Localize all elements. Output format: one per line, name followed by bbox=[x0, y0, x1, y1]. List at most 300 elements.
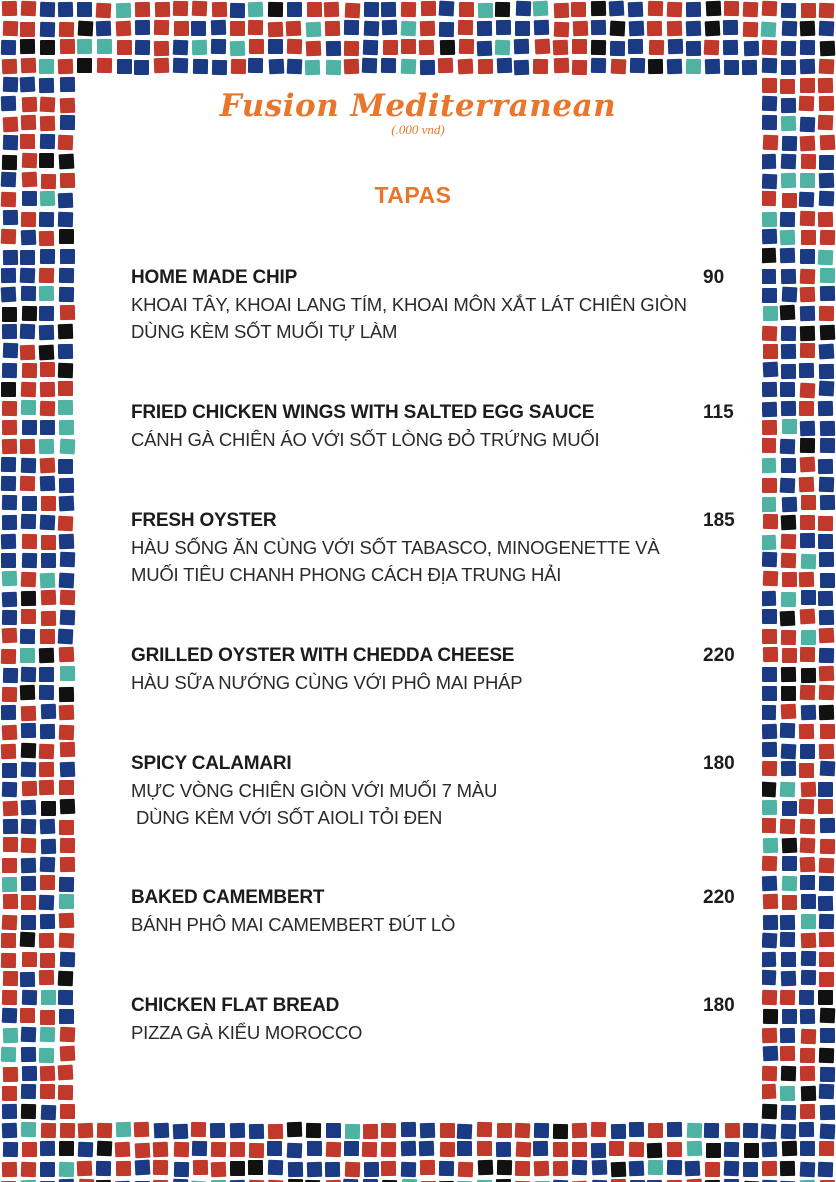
mosaic-tile bbox=[60, 1104, 75, 1119]
mosaic-tile bbox=[628, 2, 644, 18]
mosaic-tile bbox=[2, 154, 17, 169]
mosaic-tile bbox=[287, 1122, 302, 1137]
mosaic-tile bbox=[325, 1162, 340, 1177]
mosaic-tile bbox=[39, 231, 54, 246]
mosaic-tile bbox=[344, 41, 359, 56]
mosaic-tile bbox=[248, 1124, 263, 1139]
mosaic-tile bbox=[647, 1142, 662, 1157]
mosaic-tile bbox=[211, 60, 226, 75]
mosaic-tile bbox=[724, 1142, 739, 1157]
mosaic-tile bbox=[781, 571, 796, 586]
mosaic-tile bbox=[820, 573, 835, 588]
mosaic-tile bbox=[780, 591, 795, 606]
mosaic-tile bbox=[364, 2, 379, 17]
mosaic-tile bbox=[800, 268, 816, 284]
mosaic-tile bbox=[22, 781, 38, 797]
mosaic-tile bbox=[495, 40, 511, 56]
mosaic-tile bbox=[439, 1, 455, 17]
mosaic-tile bbox=[724, 60, 739, 75]
mosaic-tile bbox=[761, 704, 776, 719]
mosaic-tile bbox=[2, 990, 17, 1005]
mosaic-tile bbox=[22, 1066, 37, 1081]
mosaic-tile bbox=[611, 59, 627, 75]
mosaic-tile bbox=[21, 857, 36, 872]
mosaic-tile bbox=[781, 401, 796, 416]
mosaic-tile bbox=[20, 476, 35, 491]
mosaic-tile bbox=[59, 799, 75, 815]
mosaic-tile bbox=[630, 58, 645, 73]
mosaic-tile bbox=[515, 1161, 530, 1176]
mosaic-tile bbox=[572, 1142, 587, 1157]
mosaic-tile bbox=[326, 1123, 341, 1138]
mosaic-tile bbox=[780, 248, 795, 263]
mosaic-tile bbox=[21, 534, 36, 549]
mosaic-tile bbox=[2, 687, 17, 702]
mosaic-tile bbox=[40, 21, 55, 36]
mosaic-tile bbox=[20, 685, 36, 701]
mosaic-tile bbox=[58, 344, 73, 359]
mosaic-tile bbox=[59, 572, 75, 588]
mosaic-tile bbox=[799, 343, 814, 358]
mosaic-tile bbox=[58, 1085, 73, 1100]
mosaic-tile bbox=[363, 40, 378, 55]
mosaic-tile bbox=[153, 40, 168, 55]
mosaic-tile bbox=[761, 951, 776, 966]
mosaic-tile bbox=[762, 40, 777, 55]
mosaic-tile bbox=[344, 59, 360, 75]
mosaic-tile bbox=[249, 1143, 264, 1158]
mosaic-tile bbox=[362, 58, 377, 73]
brand-title: Fusion Mediterranean bbox=[219, 88, 617, 124]
mosaic-tile bbox=[780, 40, 795, 55]
mosaic-tile bbox=[41, 611, 56, 626]
menu-item-description: PIZZA GÀ KIỂU MOROCCO bbox=[131, 1022, 363, 1043]
mosaic-tile bbox=[40, 382, 55, 397]
mosaic-tile bbox=[801, 914, 816, 929]
mosaic-tile bbox=[267, 1160, 282, 1175]
mosaic-tile bbox=[268, 1123, 283, 1138]
mosaic-tile bbox=[1, 382, 16, 397]
mosaic-tile bbox=[667, 1160, 682, 1175]
mosaic-tile bbox=[819, 155, 834, 170]
mosaic-tile bbox=[20, 268, 36, 284]
mosaic-tile bbox=[762, 478, 777, 493]
mosaic-tile bbox=[782, 1141, 798, 1157]
mosaic-tile bbox=[439, 21, 454, 36]
mosaic-tile bbox=[799, 476, 815, 492]
mosaic-tile bbox=[381, 1161, 396, 1176]
mosaic-tile bbox=[2, 610, 17, 625]
mosaic-tile bbox=[781, 1066, 796, 1081]
mosaic-tile bbox=[763, 344, 778, 359]
mosaic-tile bbox=[20, 1008, 35, 1023]
mosaic-tile bbox=[41, 553, 56, 568]
mosaic-tile bbox=[21, 819, 36, 834]
mosaic-tile bbox=[686, 1, 701, 16]
mosaic-tile bbox=[420, 59, 435, 74]
mosaic-tile bbox=[533, 1, 549, 17]
mosaic-tile bbox=[819, 268, 834, 283]
mosaic-tile bbox=[477, 21, 492, 36]
mosaic-tile bbox=[59, 742, 74, 757]
currency-note: (.000 vnd) bbox=[391, 122, 445, 137]
mosaic-tile bbox=[39, 153, 54, 168]
mosaic-tile bbox=[40, 724, 55, 739]
mosaic-tile bbox=[212, 2, 227, 17]
mosaic-tile bbox=[476, 40, 492, 56]
menu-item-description: KHOAI TÂY, KHOAI LANG TÍM, KHOAI MÔN XẮT LÁT CHIÊN GIÒN DÙNG KÈM SỐT MUỐI TỰ LÀM bbox=[131, 294, 687, 342]
mosaic-tile bbox=[40, 629, 55, 644]
mosaic-tile bbox=[2, 363, 17, 378]
mosaic-tile bbox=[326, 1141, 342, 1157]
mosaic-tile bbox=[2, 1008, 18, 1024]
mosaic-tile bbox=[819, 421, 834, 436]
mosaic-tile bbox=[819, 1008, 835, 1024]
mosaic-tile bbox=[819, 305, 834, 320]
mosaic-tile bbox=[801, 230, 816, 245]
mosaic-tile bbox=[40, 457, 56, 473]
mosaic-tile bbox=[799, 1048, 814, 1063]
mosaic-tile bbox=[819, 838, 834, 853]
mosaic-tile bbox=[477, 3, 492, 18]
mosaic-tile bbox=[800, 668, 815, 683]
mosaic-tile bbox=[799, 1104, 814, 1119]
mosaic-tile bbox=[2, 1142, 17, 1157]
mosaic-tile bbox=[22, 420, 37, 435]
mosaic-tile bbox=[763, 914, 778, 929]
mosaic-tile bbox=[799, 724, 814, 739]
mosaic-tile bbox=[58, 363, 73, 378]
mosaic-tile bbox=[58, 381, 73, 396]
mosaic-tile bbox=[286, 59, 302, 75]
mosaic-tile bbox=[819, 610, 834, 625]
mosaic-tile bbox=[420, 1122, 435, 1137]
mosaic-tile bbox=[1, 1161, 16, 1176]
mosaic-tile bbox=[591, 1160, 607, 1176]
mosaic-tile bbox=[800, 1141, 815, 1156]
mosaic-tile bbox=[2, 1, 17, 16]
mosaic-tile bbox=[41, 990, 56, 1005]
mosaic-tile bbox=[781, 666, 796, 681]
mosaic-tile bbox=[1, 953, 16, 968]
mosaic-tile bbox=[781, 1124, 797, 1140]
mosaic-tile bbox=[801, 153, 816, 168]
mosaic-tile bbox=[440, 1123, 455, 1138]
mosaic-tile bbox=[58, 400, 73, 415]
mosaic-tile bbox=[2, 1086, 17, 1101]
mosaic-tile bbox=[58, 990, 73, 1005]
mosaic-tile bbox=[799, 572, 814, 587]
mosaic-tile bbox=[20, 648, 35, 663]
mosaic-tile bbox=[60, 666, 75, 681]
mosaic-tile bbox=[39, 211, 54, 226]
mosaic-tile bbox=[58, 629, 74, 645]
mosaic-tile bbox=[744, 40, 759, 55]
mosaic-tile bbox=[762, 609, 777, 624]
mosaic-tile bbox=[39, 40, 54, 55]
mosaic-tile bbox=[39, 515, 55, 531]
mosaic-tile bbox=[818, 343, 834, 359]
mosaic-tile bbox=[535, 39, 551, 55]
mosaic-tile bbox=[781, 534, 797, 550]
mosaic-tile bbox=[268, 21, 284, 37]
mosaic-tile bbox=[1, 1123, 17, 1139]
mosaic-tile bbox=[819, 972, 834, 987]
mosaic-tile bbox=[762, 990, 778, 1006]
mosaic-tile bbox=[819, 364, 834, 379]
mosaic-tile bbox=[22, 363, 37, 378]
mosaic-tile bbox=[515, 1141, 531, 1157]
mosaic-tile bbox=[705, 1, 721, 17]
mosaic-tile bbox=[553, 40, 569, 56]
mosaic-tile bbox=[553, 1124, 568, 1139]
mosaic-tile bbox=[58, 211, 73, 226]
mosaic-tile bbox=[3, 801, 19, 817]
mosaic-tile bbox=[762, 629, 777, 644]
mosaic-tile bbox=[20, 250, 35, 265]
mosaic-tile bbox=[97, 58, 112, 73]
menu-item bbox=[131, 884, 743, 938]
mosaic-tile bbox=[743, 1162, 758, 1177]
mosaic-tile bbox=[800, 704, 816, 720]
mosaic-tile bbox=[818, 896, 833, 911]
mosaic-tile bbox=[800, 819, 815, 834]
mosaic-tile bbox=[820, 438, 835, 453]
mosaic-tile bbox=[800, 533, 815, 548]
mosaic-tile bbox=[3, 894, 18, 909]
mosaic-tile bbox=[20, 723, 35, 738]
mosaic-tile bbox=[781, 952, 796, 967]
mosaic-tile bbox=[818, 401, 833, 416]
mosaic-tile bbox=[307, 2, 322, 17]
mosaic-tile bbox=[59, 647, 75, 663]
mosaic-tile bbox=[819, 666, 835, 682]
menu-item-description: HÀU SỐNG ĂN CÙNG VỚI SỐT TABASCO, MINOGENETTE VÀ MUỐI TIÊU CHANH PHONG CÁCH ĐỊA TRUNG HẢI bbox=[131, 537, 660, 585]
mosaic-tile bbox=[286, 1143, 302, 1159]
mosaic-tile bbox=[21, 400, 36, 415]
mosaic-tile bbox=[533, 1141, 548, 1156]
mosaic-tile bbox=[287, 39, 302, 54]
mosaic-tile bbox=[533, 1161, 549, 1177]
mosaic-tile bbox=[762, 932, 778, 948]
mosaic-tile bbox=[40, 1141, 55, 1156]
mosaic-tile bbox=[533, 59, 548, 74]
menu-item-price: 185 bbox=[703, 510, 735, 531]
mosaic-tile bbox=[2, 420, 17, 435]
mosaic-tile bbox=[211, 39, 226, 54]
mosaic-tile bbox=[39, 305, 54, 320]
mosaic-tile bbox=[39, 59, 54, 74]
mosaic-tile bbox=[40, 1104, 56, 1120]
mosaic-tile bbox=[20, 629, 35, 644]
mosaic-tile bbox=[1, 457, 16, 472]
mosaic-tile bbox=[762, 1161, 777, 1176]
mosaic-tile bbox=[60, 305, 75, 320]
mosaic-tile bbox=[800, 1161, 816, 1177]
mosaic-tile bbox=[1, 649, 16, 664]
mosaic-tile bbox=[818, 628, 834, 644]
mosaic-tile bbox=[761, 438, 776, 453]
mosaic-tile bbox=[762, 1141, 778, 1157]
menu-panel bbox=[76, 76, 762, 1106]
mosaic-tile bbox=[800, 514, 815, 529]
mosaic-tile bbox=[782, 895, 797, 910]
mosaic-tile bbox=[571, 2, 586, 17]
mosaic-tile bbox=[60, 857, 75, 872]
mosaic-tile bbox=[116, 3, 131, 18]
mosaic-tile bbox=[763, 306, 778, 321]
mosaic-tile bbox=[742, 2, 758, 18]
mosaic-tile bbox=[59, 687, 74, 702]
mosaic-tile bbox=[134, 60, 149, 75]
mosaic-tile bbox=[819, 932, 834, 947]
menu-item bbox=[131, 264, 743, 345]
mosaic-tile bbox=[2, 781, 18, 797]
mosaic-tile bbox=[59, 820, 74, 835]
mosaic-tile bbox=[41, 590, 57, 606]
mosaic-tile bbox=[780, 1085, 795, 1100]
mosaic-tile bbox=[267, 1141, 282, 1156]
mosaic-tile bbox=[819, 952, 834, 967]
mosaic-tile bbox=[21, 875, 36, 890]
mosaic-tile bbox=[763, 647, 778, 662]
mosaic-tile bbox=[21, 609, 36, 624]
mosaic-tile bbox=[591, 40, 606, 55]
mosaic-tile bbox=[21, 571, 37, 587]
mosaic-tile bbox=[781, 287, 797, 303]
mosaic-tile bbox=[306, 21, 322, 37]
mosaic-tile bbox=[818, 685, 834, 701]
mosaic-tile bbox=[781, 686, 796, 701]
mosaic-tile bbox=[77, 58, 92, 73]
mosaic-tile bbox=[20, 915, 35, 930]
mosaic-tile bbox=[800, 781, 816, 797]
mosaic-tile bbox=[818, 458, 833, 473]
menu-item-description: CÁNH GÀ CHIÊN ÁO VỚI SỐT LÒNG ĐỎ TRỨNG MUỐI bbox=[131, 429, 600, 450]
mosaic-tile bbox=[609, 20, 625, 36]
mosaic-tile bbox=[438, 58, 453, 73]
mosaic-tile bbox=[438, 1161, 453, 1176]
mosaic-tile bbox=[667, 21, 682, 36]
mosaic-tile bbox=[459, 2, 474, 17]
mosaic-tile bbox=[58, 1161, 73, 1176]
mosaic-tile bbox=[496, 1142, 511, 1157]
mosaic-tile bbox=[648, 1160, 663, 1175]
mosaic-tile bbox=[20, 58, 36, 74]
mosaic-tile bbox=[59, 420, 74, 435]
mosaic-tile bbox=[20, 514, 35, 529]
mosaic-tile bbox=[117, 40, 132, 55]
mosaic-tile bbox=[820, 1123, 836, 1139]
mosaic-tile bbox=[59, 894, 74, 909]
mosaic-tile bbox=[22, 1142, 37, 1157]
mosaic-tile bbox=[41, 801, 56, 816]
mosaic-tile bbox=[761, 591, 776, 606]
mosaic-tile bbox=[59, 838, 74, 853]
menu-item-description: MỰC VÒNG CHIÊN GIÒN VỚI MUỐI 7 MÀU DÙNG KÈM VỚI SỐT AIOLI TỎI ĐEN bbox=[131, 780, 498, 828]
mosaic-tile bbox=[39, 325, 54, 340]
mosaic-tile bbox=[58, 59, 73, 74]
mosaic-tile bbox=[2, 876, 17, 891]
mosaic-tile bbox=[1, 1047, 16, 1062]
mosaic-tile bbox=[761, 781, 777, 797]
mosaic-tile bbox=[381, 1142, 396, 1157]
mosaic-tile bbox=[780, 439, 795, 454]
mosaic-tile bbox=[554, 58, 569, 73]
mosaic-tile bbox=[780, 610, 796, 626]
mosaic-tile bbox=[2, 667, 17, 682]
mosaic-tile bbox=[705, 59, 721, 75]
mosaic-tile bbox=[591, 1122, 606, 1137]
mosaic-tile bbox=[534, 1122, 549, 1137]
mosaic-tile bbox=[780, 212, 795, 227]
mosaic-tile bbox=[135, 2, 150, 17]
mosaic-tile bbox=[800, 647, 815, 662]
mosaic-tile bbox=[39, 268, 54, 283]
mosaic-tile bbox=[58, 970, 74, 986]
mosaic-tile bbox=[419, 1141, 435, 1157]
mosaic-tile bbox=[1, 743, 16, 758]
mosaic-tile bbox=[268, 39, 283, 54]
mosaic-tile bbox=[781, 743, 797, 759]
mosaic-tile bbox=[799, 990, 814, 1005]
mosaic-tile bbox=[21, 305, 36, 320]
mosaic-tile bbox=[20, 799, 36, 815]
mosaic-tile bbox=[820, 724, 835, 739]
mosaic-tile bbox=[39, 685, 54, 700]
mosaic-tile bbox=[59, 1046, 75, 1062]
mosaic-tile bbox=[345, 1161, 361, 1177]
mosaic-tile bbox=[782, 1009, 797, 1024]
menu-item-price: 115 bbox=[703, 402, 734, 423]
mosaic-tile bbox=[135, 20, 150, 35]
mosaic-tile bbox=[818, 1162, 833, 1177]
mosaic-tile bbox=[153, 1142, 169, 1158]
mosaic-tile bbox=[799, 363, 814, 378]
mosaic-tile bbox=[59, 22, 74, 37]
mosaic-tile bbox=[59, 704, 75, 720]
mosaic-tile bbox=[820, 761, 836, 777]
mosaic-tile bbox=[20, 212, 35, 227]
mosaic-tile bbox=[173, 1162, 188, 1177]
mosaic-tile bbox=[724, 1, 739, 16]
mosaic-tile bbox=[725, 1123, 740, 1138]
mosaic-tile bbox=[818, 249, 834, 265]
mosaic-tile bbox=[39, 953, 54, 968]
mosaic-tile bbox=[761, 229, 777, 245]
mosaic-tile bbox=[324, 2, 340, 18]
mosaic-tile bbox=[799, 799, 814, 814]
mosaic-tile bbox=[761, 1084, 777, 1100]
mosaic-tile bbox=[39, 780, 55, 796]
mosaic-tile bbox=[2, 250, 17, 265]
menu-item-name: GRILLED OYSTER WITH CHEDDA CHEESE bbox=[131, 645, 515, 666]
mosaic-tile bbox=[800, 438, 815, 453]
mosaic-tile bbox=[59, 877, 74, 892]
menu-item-name: HOME MADE CHIP bbox=[131, 267, 298, 288]
mosaic-tile bbox=[21, 1103, 36, 1118]
mosaic-tile bbox=[800, 305, 815, 320]
mosaic-tile bbox=[60, 39, 75, 54]
mosaic-tile bbox=[231, 59, 246, 74]
mosaic-tile bbox=[761, 458, 777, 474]
mosaic-tile bbox=[743, 22, 759, 38]
mosaic-tile bbox=[21, 1084, 36, 1099]
mosaic-tile bbox=[211, 20, 227, 36]
mosaic-tile bbox=[306, 1123, 321, 1138]
mosaic-tile bbox=[762, 211, 777, 226]
mosaic-tile bbox=[420, 1160, 435, 1175]
